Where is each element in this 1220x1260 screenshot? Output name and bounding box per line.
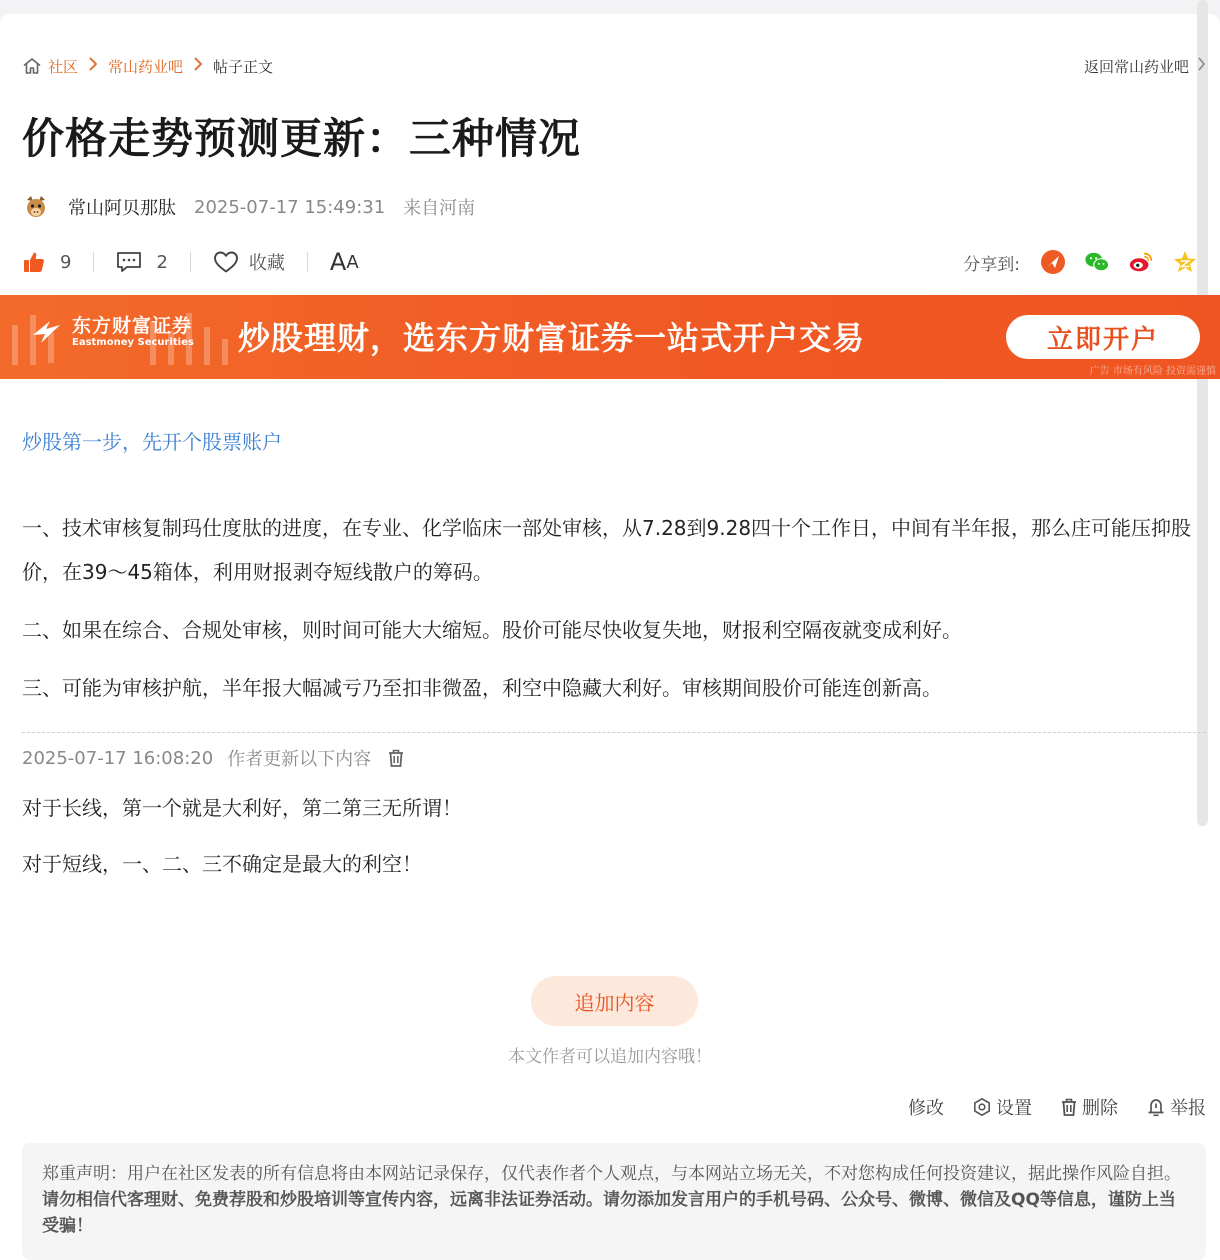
post-time: 2025-07-17 15:49:31	[194, 196, 386, 218]
delete-button[interactable]	[1060, 1094, 1118, 1120]
qzone-star-icon[interactable]	[1172, 249, 1198, 275]
open-account-button[interactable]: 立即开户	[1006, 315, 1200, 359]
ad-disclaimer: 广告 市场有风险 投资需谨慎	[1089, 366, 1216, 377]
author-name[interactable]: 常山阿贝那肽	[68, 198, 176, 219]
divider	[307, 252, 308, 272]
open-account-link[interactable]: 炒股第一步，先开个股票账户	[22, 430, 282, 454]
chevron-right-icon	[88, 57, 98, 75]
delete-label: 删除	[1082, 1098, 1118, 1119]
disclaimer-warning: 请勿相信代客理财、免费荐股和炒股培训等宣传内容，远离非法证券活动。请勿添加发言用户的手机号码、公众号、微博、微信及QQ等信息，谨防上当受骗！	[42, 1190, 1176, 1236]
update-meta	[22, 744, 405, 772]
favorite-button[interactable]	[213, 249, 285, 275]
thumbs-up-icon	[22, 250, 46, 274]
breadcrumb	[22, 54, 273, 78]
comment-icon	[116, 250, 142, 274]
avatar[interactable]	[22, 193, 50, 221]
content-paragraph: 一、技术审核复制玛仕度肽的进度，在专业、化学临床一部处审核，从7.28到9.28四十个工作日，中间有半年报，那么庄可能压抑股价，在39～45箱体，利用财报剥夺短线散户的筹码。	[22, 516, 1192, 584]
divider	[93, 252, 94, 272]
update-time: 2025-07-17 16:08:20	[22, 747, 214, 769]
home-icon[interactable]	[22, 56, 42, 76]
back-to-bar-link[interactable]	[1084, 54, 1206, 78]
post-actions	[22, 246, 359, 278]
chevron-right-icon	[193, 57, 203, 75]
wechat-icon[interactable]	[1084, 249, 1110, 275]
breadcrumb-bar-link[interactable]: 常山药业吧	[108, 57, 184, 76]
edit-label: 修改	[908, 1098, 944, 1119]
comment-button[interactable]	[116, 250, 167, 274]
eastmoney-share-icon[interactable]	[1040, 249, 1066, 275]
trash-icon[interactable]	[387, 748, 405, 768]
weibo-icon[interactable]	[1128, 249, 1154, 275]
breadcrumb-community-link[interactable]: 社区	[48, 57, 79, 76]
post-tools	[880, 1093, 1206, 1121]
back-link-label[interactable]: 返回常山药业吧	[1083, 57, 1189, 76]
report-bell-icon	[1146, 1097, 1166, 1117]
gear-icon	[972, 1097, 992, 1117]
divider	[190, 252, 191, 272]
report-label: 举报	[1170, 1098, 1206, 1119]
append-content-button[interactable]: 追加内容	[531, 976, 698, 1026]
comment-count: 2	[156, 251, 168, 273]
trash-icon	[1060, 1097, 1078, 1117]
append-hint: 本文作者可以追加内容哦！	[508, 1047, 712, 1067]
ad-banner[interactable]	[0, 295, 1220, 379]
update-paragraph: 对于短线，一、二、三不确定是最大的利空！	[22, 852, 422, 876]
disclaimer-text: 郑重声明：用户在社区发表的所有信息将由本网站记录保存，仅代表作者个人观点，与本网站立场无关，不对您构成任何投资建议，据此操作风险自担。	[42, 1164, 1181, 1184]
settings-button[interactable]	[972, 1094, 1032, 1120]
post-content	[22, 506, 1202, 724]
update-divider	[22, 732, 1206, 733]
eastmoney-logo	[30, 315, 194, 349]
favorite-label: 收藏	[248, 253, 285, 274]
content-paragraph: 二、如果在综合、合规处审核，则时间可能大大缩短。股价可能尽快收复失地，财报利空隔夜就变成利好。	[22, 618, 962, 642]
logo-cn-text: 东方财富证券	[72, 315, 193, 337]
banner-slogan: 炒股理财，选东方财富证券一站式开户交易	[238, 319, 866, 357]
share-label: 分享到:	[963, 254, 1020, 275]
heart-icon	[213, 250, 239, 274]
update-content	[22, 790, 462, 902]
post-title: 价格走势预测更新：三种情况	[22, 114, 582, 163]
share-bar	[963, 246, 1198, 278]
report-button[interactable]	[1146, 1094, 1206, 1120]
post-location: 来自河南	[403, 198, 476, 219]
like-count: 9	[60, 251, 72, 273]
eastmoney-logo-icon	[30, 315, 64, 349]
edit-button[interactable]	[908, 1094, 944, 1120]
settings-label: 设置	[996, 1098, 1032, 1119]
update-label: 作者更新以下内容	[227, 749, 372, 770]
font-size-button[interactable]	[330, 248, 359, 276]
font-size-big: A	[329, 248, 347, 276]
content-paragraph: 三、可能为审核护航，半年报大幅减亏乃至扣非微盈，利空中隐藏大利好。审核期间股价可能连创新高。	[22, 676, 942, 700]
logo-en-text: Eastmoney Securities	[72, 337, 194, 348]
post-meta	[22, 192, 475, 222]
top-strip	[0, 0, 1220, 28]
chevron-right-icon	[1197, 57, 1206, 75]
disclaimer	[22, 1143, 1206, 1260]
like-button[interactable]	[22, 250, 71, 274]
breadcrumb-current: 帖子正文	[213, 57, 274, 76]
update-paragraph: 对于长线，第一个就是大利好，第二第三无所谓！	[22, 796, 462, 820]
font-size-small: A	[346, 251, 359, 273]
